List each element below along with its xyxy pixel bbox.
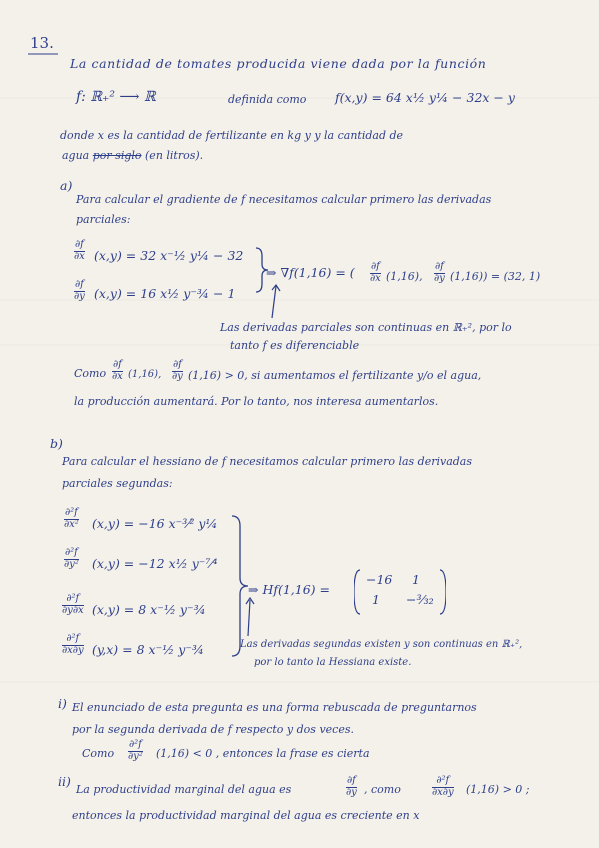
hessian-implication: ⇒ Hf(1,16) = <box>248 582 331 597</box>
second-fxy: (y,x) = 8 x⁻½ y⁻¾ <box>92 642 205 657</box>
part-b-note-1: Las derivadas segundas existen y son continuas en ℝ₊², <box>240 639 523 650</box>
part-i-line-2: por la segunda derivada de f respecto y dos veces. <box>72 723 354 736</box>
part-i-frac: ∂²f ∂y² <box>128 739 143 762</box>
second-fxx: (x,y) = −16 x⁻³⁄² y¼ <box>92 516 218 531</box>
function-expression: f(x,y) = 64 x½ y¼ − 32x − y <box>335 90 515 105</box>
frac-d2f-dydx: ∂²f ∂y∂x <box>62 593 84 616</box>
part-ii-line-1c: (1,16) > 0 ; <box>466 783 530 796</box>
part-i-line-1: El enunciado de esta pregunta es una forma rebuscada de preguntarnos <box>72 701 477 714</box>
arrow-b <box>248 600 250 636</box>
como-frac-x: ∂f ∂x <box>112 359 123 382</box>
part-a-note-1: Las derivadas parciales son continuas en ℝ₊², por lo <box>220 321 512 334</box>
brace-b <box>232 516 248 656</box>
part-ii-line-1b: , como <box>364 783 401 796</box>
hessian-m12: 1 <box>412 572 420 587</box>
donde-line: donde x es la cantidad de fertilizante en kg y y la cantidad de <box>60 129 404 142</box>
agua-word: agua <box>62 149 90 162</box>
part-a-note-2: tanto f es diferenciable <box>230 339 360 352</box>
part-ii-line-2: entonces la productividad marginal del agua es creciente en x <box>72 809 420 822</box>
como-conclusion: (1,16) > 0, si aumentamos el fertilizante y/o el agua, <box>188 369 482 382</box>
part-ii-label: ii) <box>58 774 71 789</box>
hessian-m11: −16 <box>366 572 393 587</box>
como-word: Como <box>74 367 107 380</box>
grad-frac-y: ∂f ∂y <box>434 261 445 284</box>
defined-as-text: definida como <box>228 93 307 106</box>
part-b-intro-2: parciales segundas: <box>62 477 173 490</box>
part-a-intro: Para calcular el gradiente de f necesitamos calcular primero las derivadas <box>76 193 492 206</box>
second-fyx: (x,y) = 8 x⁻½ y⁻¾ <box>92 602 206 617</box>
como-mid: (1,16), <box>128 369 162 380</box>
part-i-como: Como <box>82 747 115 760</box>
problem-number: 13. <box>30 34 54 52</box>
intro-line: La cantidad de tomates producida viene dada por la función <box>70 56 487 71</box>
part-ii-frac-2: ∂²f ∂x∂y <box>432 775 454 798</box>
part-a-intro-2: parciales: <box>76 213 131 226</box>
agua-line <box>62 150 203 161</box>
part-b-label: b) <box>50 436 63 451</box>
part-b-note-2: por lo tanto la Hessiana existe. <box>254 657 412 668</box>
frac-df-dy: ∂f ∂y <box>74 279 85 302</box>
part-i-label: i) <box>58 696 67 711</box>
part-a-conclusion: la producción aumentará. Por lo tanto, nos interesa aumentarlos. <box>74 395 439 408</box>
part-i-conclusion: (1,16) < 0 , entonces la frase es cierta <box>156 747 370 760</box>
grad-frac-x: ∂f ∂x <box>370 261 381 284</box>
partial-fx: (x,y) = 32 x⁻½ y¼ − 32 <box>94 248 244 263</box>
part-ii-frac-1: ∂f ∂y <box>346 775 357 798</box>
frac-df-dx: ∂f ∂x <box>74 239 85 262</box>
gradient-implication: ⇒ ∇f(1,16) = ( <box>266 265 355 280</box>
frac-d2f-dy2: ∂²f ∂y² <box>64 547 79 570</box>
frac-d2f-dx2: ∂²f ∂x² <box>64 507 79 530</box>
grad-mid: (1,16), <box>386 270 423 283</box>
agua-units: (en litros). <box>145 149 204 162</box>
part-b-intro: Para calcular el hessiano de f necesitamos calcular primero las derivadas <box>62 455 473 468</box>
hessian-m21: 1 <box>372 592 380 607</box>
grad-result: (1,16)) = (32, 1) <box>450 270 541 283</box>
struck-text: por siglo <box>92 149 142 162</box>
hessian-m22: −³⁄₃₂ <box>406 592 434 607</box>
second-fyy: (x,y) = −12 x½ y⁻⁷⁄⁴ <box>92 556 218 571</box>
partial-fy: (x,y) = 16 x½ y⁻¾ − 1 <box>94 286 236 301</box>
function-declaration: f: ℝ₊² ⟶ ℝ <box>76 89 156 105</box>
como-frac-y: ∂f ∂y <box>172 359 183 382</box>
part-ii-line-1a: La productividad marginal del agua es <box>76 783 292 796</box>
frac-d2f-dxdy: ∂²f ∂x∂y <box>62 633 84 656</box>
part-a-label: a) <box>60 178 73 193</box>
arrow-a <box>272 286 276 318</box>
